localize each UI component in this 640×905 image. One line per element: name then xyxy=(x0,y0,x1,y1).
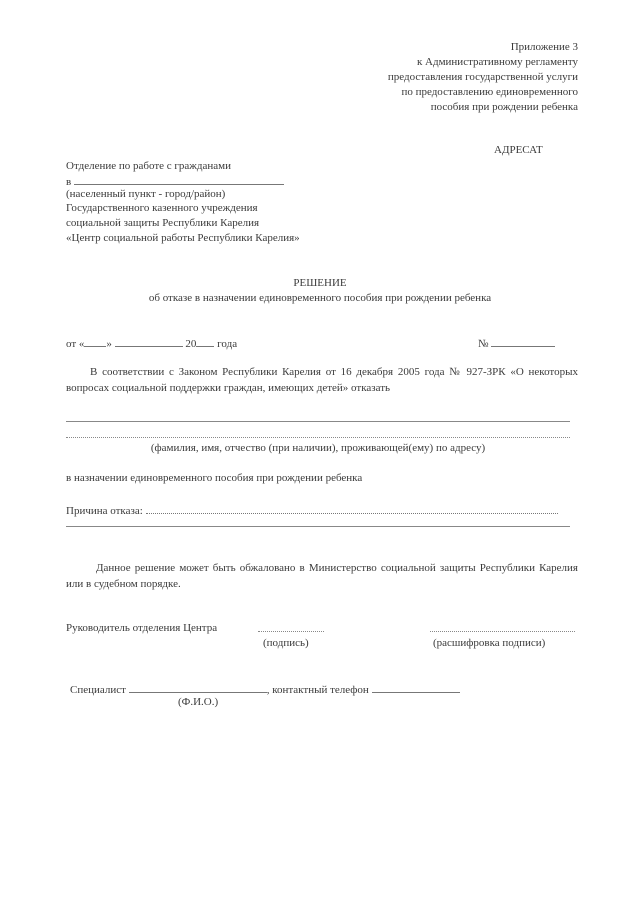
sender-line: Государственного казенного учреждения xyxy=(66,202,258,214)
appeal-paragraph: Данное решение может быть обжаловано в Министерство социальной защиты Республики Карелия или в судебном порядке. xyxy=(66,562,578,590)
appendix-line: по предоставлению единовременного xyxy=(401,86,578,98)
addressee-label: АДРЕСАТ xyxy=(494,144,543,156)
signature-blank[interactable] xyxy=(258,631,324,632)
signature-caption: (подпись) xyxy=(263,637,309,649)
sender-line: социальной защиты Республики Карелия xyxy=(66,217,260,229)
specialist-fio-blank[interactable] xyxy=(129,681,267,693)
fio-caption: (фамилия, имя, отчество (при наличии), проживающей(ему) по адресу) xyxy=(150,442,486,454)
decoding-caption: (расшифровка подписи) xyxy=(433,637,546,649)
specialist-label: Специалист xyxy=(70,684,126,696)
appendix-line: пособия при рождении ребенка xyxy=(430,101,578,113)
document-subtitle: об отказе в назначении единовременного пособия при рождении ребенка xyxy=(148,292,492,304)
date-close-quote: » xyxy=(106,338,112,350)
number-line xyxy=(478,335,555,351)
number-blank[interactable] xyxy=(491,335,555,347)
appendix-block xyxy=(388,40,578,115)
sender-line: «Центр социальной работы Республики Карелия» xyxy=(66,232,300,244)
sender-line: Отделение по работе с гражданами xyxy=(66,160,231,172)
location-blank[interactable] xyxy=(74,173,284,185)
reason-blank-2[interactable] xyxy=(66,526,570,527)
appendix-line: к Административному регламенту xyxy=(416,56,578,68)
year-blank[interactable] xyxy=(196,335,214,347)
phone-blank[interactable] xyxy=(372,681,460,693)
head-label: Руководитель отделения Центра xyxy=(66,622,218,634)
reason-blank[interactable] xyxy=(146,502,558,514)
year-suffix: года xyxy=(217,338,238,350)
document-title: РЕШЕНИЕ xyxy=(293,277,347,289)
specialist-fio-caption: (Ф.И.О.) xyxy=(178,696,219,708)
sender-location-caption: (населенный пункт - город/район) xyxy=(66,188,226,200)
appendix-line: предоставления государственной услуги xyxy=(387,71,578,83)
decoding-blank[interactable] xyxy=(430,631,575,632)
reason-label: Причина отказа: xyxy=(66,505,143,517)
month-blank[interactable] xyxy=(115,335,183,347)
sender-in-prefix: в xyxy=(66,176,72,188)
appendix-line: Приложение 3 xyxy=(510,41,578,53)
date-line xyxy=(66,335,237,351)
day-blank[interactable] xyxy=(84,335,106,347)
reason-line xyxy=(66,502,558,518)
applicant-address-blank[interactable] xyxy=(66,437,570,438)
year-prefix: 20 xyxy=(185,338,197,350)
applicant-fio-blank[interactable] xyxy=(66,421,570,422)
law-paragraph: В соответствии с Законом Республики Карелия от 16 декабря 2005 года № 927-ЗРК «О некоторых вопросах социальной поддержки граждан, имеющих детей» отказать xyxy=(66,366,578,394)
assignment-text: в назначении единовременного пособия при рождении ребенка xyxy=(66,472,363,484)
specialist-line xyxy=(70,681,460,697)
phone-label: , контактный телефон xyxy=(266,684,369,696)
number-sign: № xyxy=(478,338,489,350)
date-from: от « xyxy=(66,338,85,350)
